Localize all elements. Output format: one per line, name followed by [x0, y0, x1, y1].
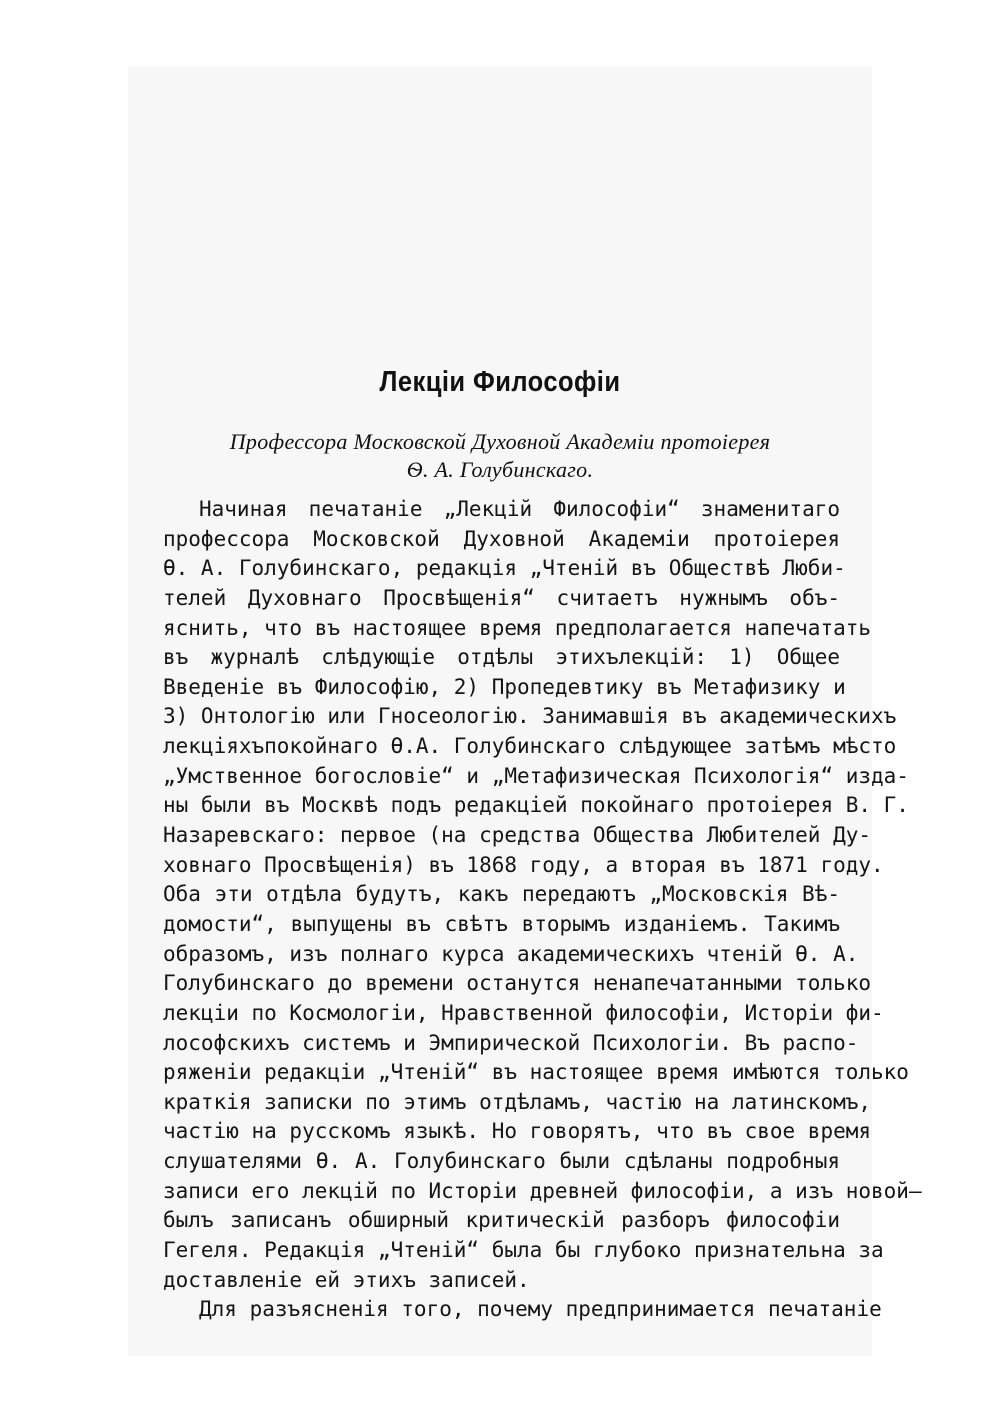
- text-line: слушателями Ѳ. А. Голубинскаго были сдѣланы подробныя: [163, 1149, 840, 1174]
- text-line: Голубинскаго до времени останутся ненапечатанными только: [163, 971, 872, 996]
- text-line: Гегеля. Редакція „Чтеній“ была бы глубоко признательна за: [163, 1238, 884, 1263]
- text-line: „Умственное богословіе“ и „Метафизическая Психологія“ изда-: [163, 763, 909, 788]
- text-line: краткія записки по этимъ отдѣламъ, частію на латинскомъ,: [163, 1089, 872, 1114]
- text-line: былъ записанъ обширный критическій разборъ философіи: [163, 1208, 840, 1233]
- text-line: доставленіе ей этихъ записей.: [163, 1267, 530, 1292]
- text-line: ряженіи редакціи „Чтеній“ въ настоящее время имѣются только: [163, 1060, 909, 1085]
- text-line: Назаревскаго: первое (на средства Общества Любителей Ду-: [163, 823, 872, 848]
- text-line: Ѳ. А. Голубинскаго, редакція „Чтеній въ Обществѣ Люби-: [163, 556, 846, 581]
- text-line: лософскихъ системъ и Эмпирической Психологіи. Въ распо-: [163, 1030, 859, 1055]
- text-line: яснить, что въ настоящее время предполагается напечатать: [163, 615, 872, 640]
- text-line: образомъ, изъ полнаго курса академическихъ чтеній Ѳ. А.: [163, 941, 859, 966]
- text-line: Введеніе въ Философію, 2) Пропедевтику въ Метафизику и: [163, 674, 846, 699]
- text-line: въ журналѣ слѣдующіе отдѣлы этихълекцій: 1) Общее: [163, 645, 840, 670]
- text-line: частію на русскомъ языкѣ. Но говорятъ, что въ свое время: [163, 1119, 872, 1144]
- text-line: лекціяхъпокойнаго Ѳ.А. Голубинскаго слѣдующее затѣмъ мѣсто: [163, 734, 897, 759]
- text-line: домости“, выпущены въ свѣтъ вторымъ изданіемъ. Такимъ: [163, 911, 840, 936]
- text-line: 3) Онтологію или Гносеологію. Занимавшія въ академическихъ: [163, 704, 897, 729]
- text-line: Для разъясненія того, почему предпринимается печатаніе: [199, 1297, 882, 1322]
- text-line: записи его лекцій по Исторіи древней философіи, а изъ новой—: [163, 1178, 922, 1203]
- text-line: ховнаго Просвѣщенія) въ 1868 году, а вторая въ 1871 году.: [163, 852, 884, 877]
- text-line: Оба эти отдѣла будутъ, какъ передаютъ „Московскія Вѣ-: [163, 882, 840, 907]
- subtitle-line-1: Профессора Московской Духовной Академіи протоіерея: [229, 429, 771, 454]
- text-line: ны были въ Москвѣ подъ редакціей покойнаго протоіерея В. Г.: [163, 793, 909, 818]
- text-line: профессора Московской Духовной Академіи протоіерея: [163, 526, 840, 551]
- body-text: [163, 495, 922, 1325]
- text-line: Начиная печатаніе „Лекцій Философіи“ знаменитаго: [199, 497, 840, 521]
- text-line: лекціи по Космологіи, Нравственной философіи, Исторіи фи-: [163, 1000, 884, 1025]
- subtitle-line-2: Ѳ. А. Голубинскаго.: [406, 457, 594, 482]
- page-title: Лекціи Философіи: [379, 366, 621, 398]
- text-line: телей Духовнаго Просвѣщенія“ считаетъ нужнымъ объ-: [163, 585, 840, 610]
